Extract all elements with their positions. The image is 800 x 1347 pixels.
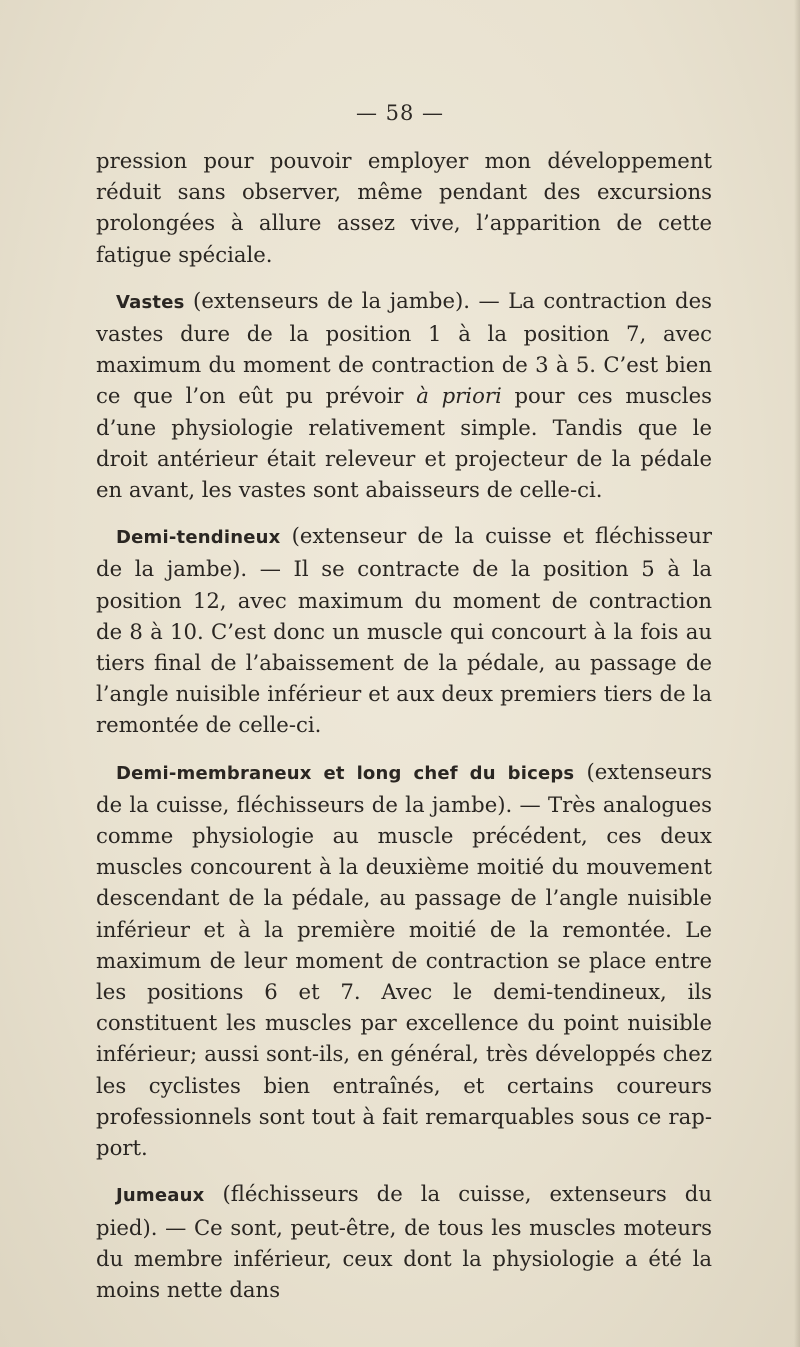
body-text [96, 145, 712, 1305]
paragraph-demi-tendineux [96, 520, 712, 740]
paragraph-text: (extenseurs de la cuisse, fléchisseurs de la jambe). — Très analogues comme physiologie au muscle précédent, ces deux muscles concourent à la deuxième moitié du mouvement descendant de la pédale, au passage de l’angle nuisible inférieur et à la première moitié de la remontée. Le maximum de leur moment de contraction se place entre les positions 6 et 7. Avec le demi-tendineux, ils constituent les muscles par excellence du point nuisible inférieur; aussi sont-ils, en général, très développés chez les cyclistes bien entraînés, et certains coureurs professionnels sont tout à fait remarquables sous ce rapport. [96, 758, 713, 1161]
paragraph-heading: Demi-tendineux [116, 527, 281, 549]
page-number: — 58 — [355, 101, 445, 125]
paragraph-italic-text: à priori [416, 383, 502, 409]
page-edge-shadow [794, 0, 800, 1347]
paragraph-heading: Vastes [116, 291, 185, 313]
paragraph-heading: Demi-membraneux et long chef du biceps [116, 762, 575, 784]
paragraph-text-continued: pour ces muscles d’une physiologie relativement simple. Tandis que le droit antérieur était releveur et projecteur de la pédale en avant, les vastes sont abaisseurs de celle-ci. [96, 383, 712, 503]
paragraph-text: (fléchisseurs de la cuisse, extenseurs du pied). — Ce sont, peut-être, de tous les muscles moteurs du membre inférieur, ceux dont la physiologie a été la moins nette dans [96, 1181, 712, 1302]
paragraph-text: (extenseur de la cuisse et fléchisseur de la jambe). — Il se contracte de la position 5 à la position 12, avec maximum du moment de contraction de 8 à 10. C’est donc un muscle qui concourt à la fois au tiers final de l’abaissement de la pédale, au passage de l’angle nuisible inférieur et aux deux premiers tiers de la remontée de celle-ci. [96, 523, 712, 738]
paragraph-continuation [96, 145, 712, 270]
paragraph-demi-membraneux [96, 756, 712, 1164]
paragraph-text: (extenseurs de la jambe). — La contraction des vastes dure de la position 1 à la position 7, avec maximum du moment de contraction de 3 à 5. C’est bien ce que l’on eût pu prévoir [96, 287, 712, 409]
paragraph-vastes [96, 285, 712, 505]
paragraph-text: pression pour pouvoir employer mon développement réduit sans observer, même pendant des excursions prolongées à allure assez vive, l’apparition de cette fatigue spéciale. [96, 148, 712, 267]
paragraph-jumeaux [96, 1178, 712, 1305]
paragraph-heading: Jumeaux [116, 1185, 205, 1207]
